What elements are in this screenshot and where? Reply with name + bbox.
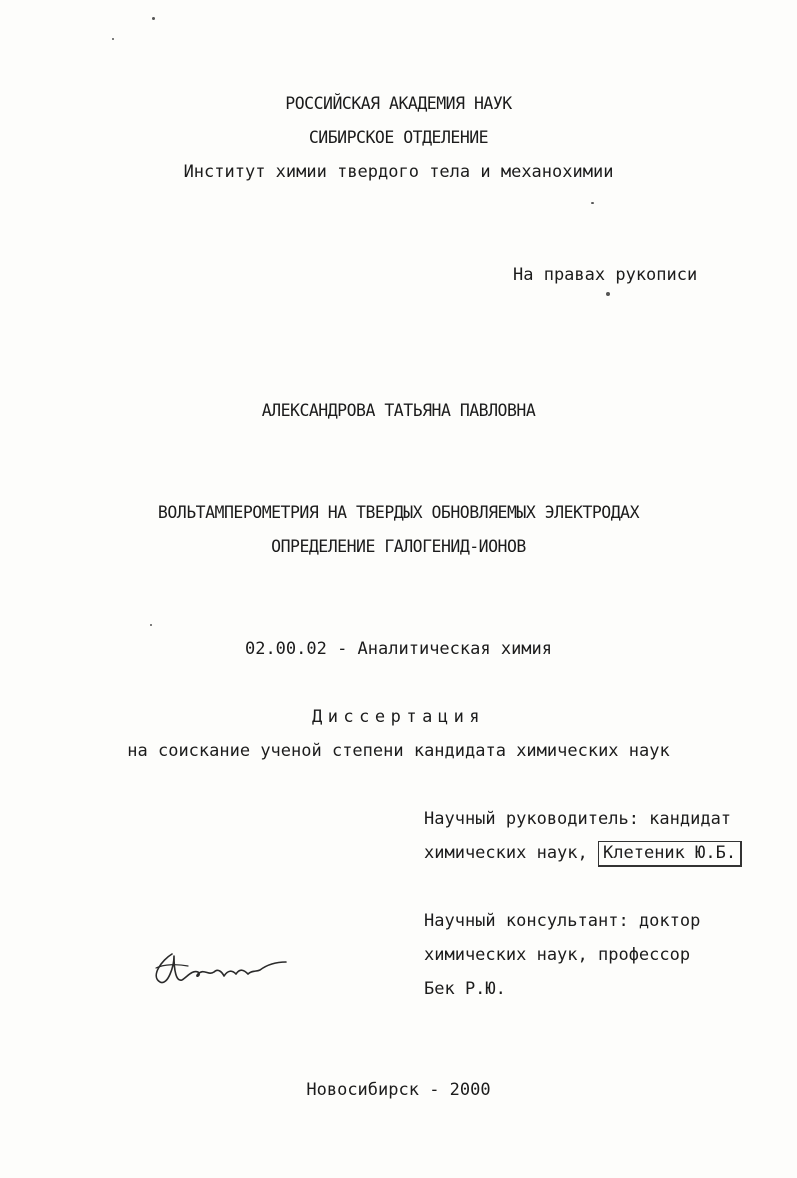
title-line-2: ОПРЕДЕЛЕНИЕ ГАЛОГЕНИД-ИОНОВ	[271, 537, 526, 556]
consultant-line-2: химических наук, профессор	[424, 945, 691, 965]
scan-speck	[606, 292, 610, 296]
scan-speck	[152, 17, 155, 20]
scan-speck	[112, 38, 114, 40]
work-type: Диссертация	[311, 707, 486, 727]
supervisor-line-1: Научный руководитель: кандидат	[424, 809, 732, 829]
author-name: АЛЕКСАНДРОВА ТАТЬЯНА ПАВЛОВНА	[261, 401, 536, 420]
consultant-name: Бек Р.Ю.	[424, 979, 506, 999]
supervisor-name-box: Клетеник Ю.Б.	[598, 841, 742, 867]
degree-line: на соискание ученой степени кандидата химических наук	[127, 741, 670, 761]
specialty: 02.00.02 - Аналитическая химия	[244, 639, 553, 659]
rights-note: На правах рукописи	[513, 265, 698, 285]
scan-speck	[150, 624, 152, 626]
supervisor-degree: химических наук,	[424, 843, 588, 863]
supervisor-line-2	[424, 843, 742, 863]
place-year: Новосибирск - 2000	[306, 1080, 491, 1100]
division-name: СИБИРСКОЕ ОТДЕЛЕНИЕ	[308, 128, 489, 147]
consultant-line-1: Научный консультант: доктор	[424, 911, 701, 931]
institute-name: Институт химии твердого тела и механохимии	[183, 162, 614, 182]
scan-speck	[591, 202, 594, 204]
title-line-1: ВОЛЬТАМПЕРОМЕТРИЯ НА ТВЕРДЫХ ОБНОВЛЯЕМЫХ ЭЛЕКТРОДАХ	[157, 503, 640, 522]
academy-name: РОССИЙСКАЯ АКАДЕМИЯ НАУК	[285, 94, 512, 113]
handwritten-signature	[148, 942, 298, 992]
